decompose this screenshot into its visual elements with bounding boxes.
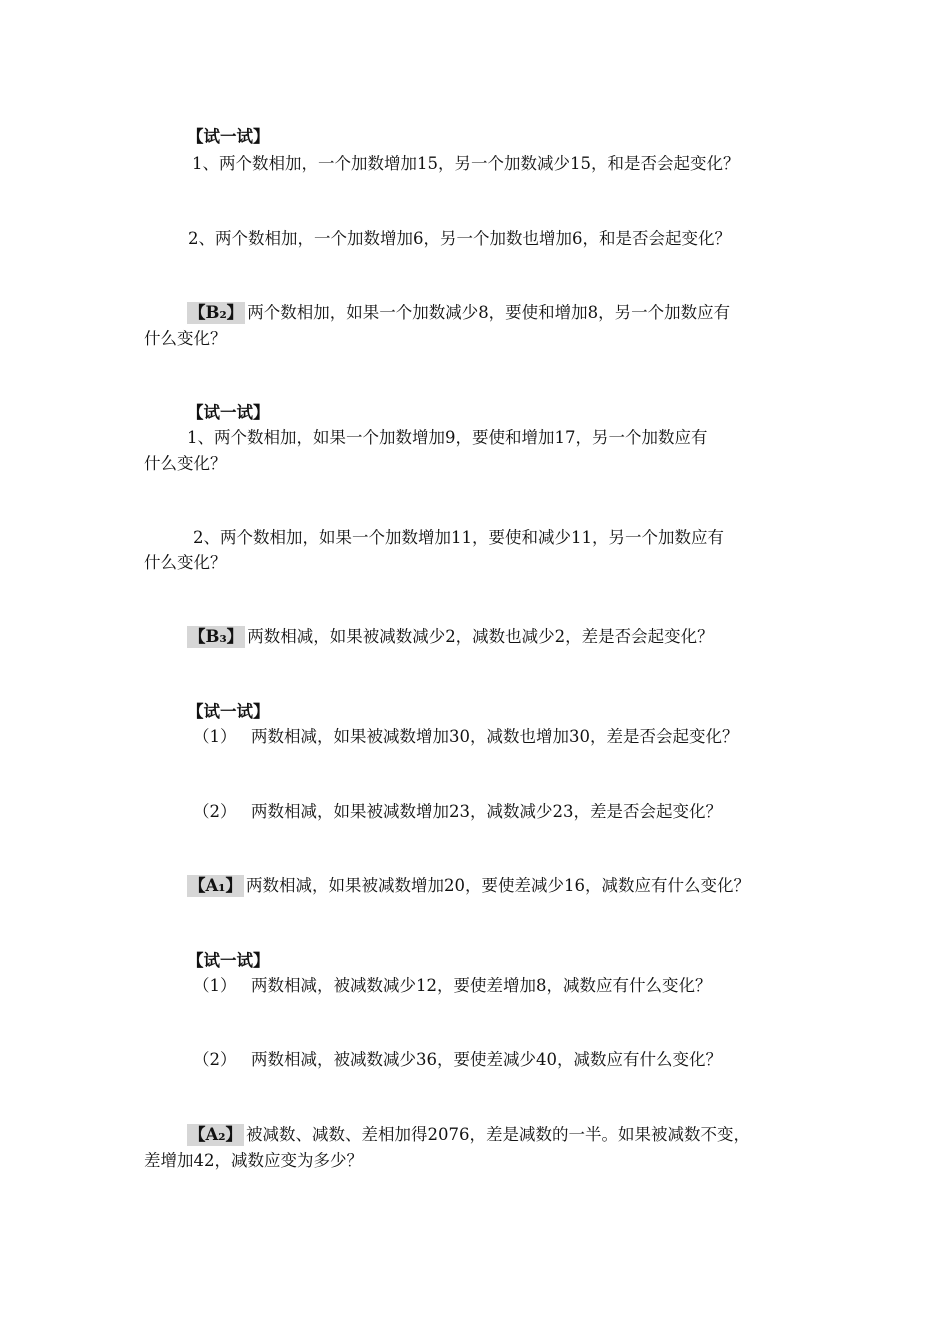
- question-1: 1、两个数相加，如果一个加数增加9，要使和增加17，另一个加数应有: [187, 428, 708, 447]
- problem-text: 被减数、减数、差相加得2076，差是减数的一半。如果被减数不变，: [246, 1125, 751, 1144]
- question-1: 1、两个数相加，一个加数增加15，另一个加数减少15，和是否会起变化？: [192, 154, 740, 173]
- question-2: [193, 801, 722, 823]
- try-heading: 【试一试】: [187, 403, 270, 422]
- problem-tag: 【A₁】: [189, 876, 243, 895]
- problem-a2: [187, 1124, 750, 1146]
- question-1: [193, 726, 739, 748]
- try-heading: 【试一试】: [187, 127, 270, 146]
- question-number: （2）: [193, 1050, 237, 1069]
- question-number: （1）: [193, 976, 237, 995]
- problem-text: 两个数相加，如果一个加数减少8，要使和增加8，另一个加数应有: [247, 303, 731, 322]
- try-heading: 【试一试】: [187, 702, 270, 721]
- problem-tag: 【B₂】: [189, 303, 244, 322]
- problem-text: 两数相减，如果被减数增加20，要使差减少16，减数应有什么变化？: [246, 876, 751, 895]
- try-heading: 【试一试】: [187, 951, 270, 970]
- question-2: 2、两个数相加，如果一个加数增加11，要使和减少11，另一个加数应有: [193, 528, 724, 547]
- problem-b2: [187, 302, 730, 324]
- question-number: （1）: [193, 727, 237, 746]
- problem-b3: [187, 626, 714, 648]
- problem-tag: 【A₂】: [189, 1125, 243, 1144]
- question-text: 两数相减，如果被减数增加23，减数减少23，差是否会起变化？: [251, 802, 722, 821]
- question-text: 两数相减，被减数减少12，要使差增加8，减数应有什么变化？: [251, 976, 712, 995]
- question-1: [193, 975, 712, 997]
- question-number: （2）: [193, 802, 237, 821]
- problem-a1: [187, 875, 750, 897]
- question-text: 两数相减，如果被减数增加30，减数也增加30，差是否会起变化？: [251, 727, 739, 746]
- problem-text: 两数相减，如果被减数减少2，减数也减少2，差是否会起变化？: [247, 627, 714, 646]
- problem-tag: 【B₃】: [189, 627, 244, 646]
- question-1-cont: 什么变化？: [144, 454, 227, 473]
- problem-a2-cont: 差增加42，减数应变为多少？: [144, 1151, 363, 1170]
- problem-b2-cont: 什么变化？: [144, 329, 227, 348]
- question-2: [193, 1049, 722, 1071]
- question-2-cont: 什么变化？: [144, 553, 227, 572]
- question-text: 两数相减，被减数减少36，要使差减少40，减数应有什么变化？: [251, 1050, 722, 1069]
- question-2: 2、两个数相加，一个加数增加6，另一个加数也增加6，和是否会起变化？: [188, 229, 731, 248]
